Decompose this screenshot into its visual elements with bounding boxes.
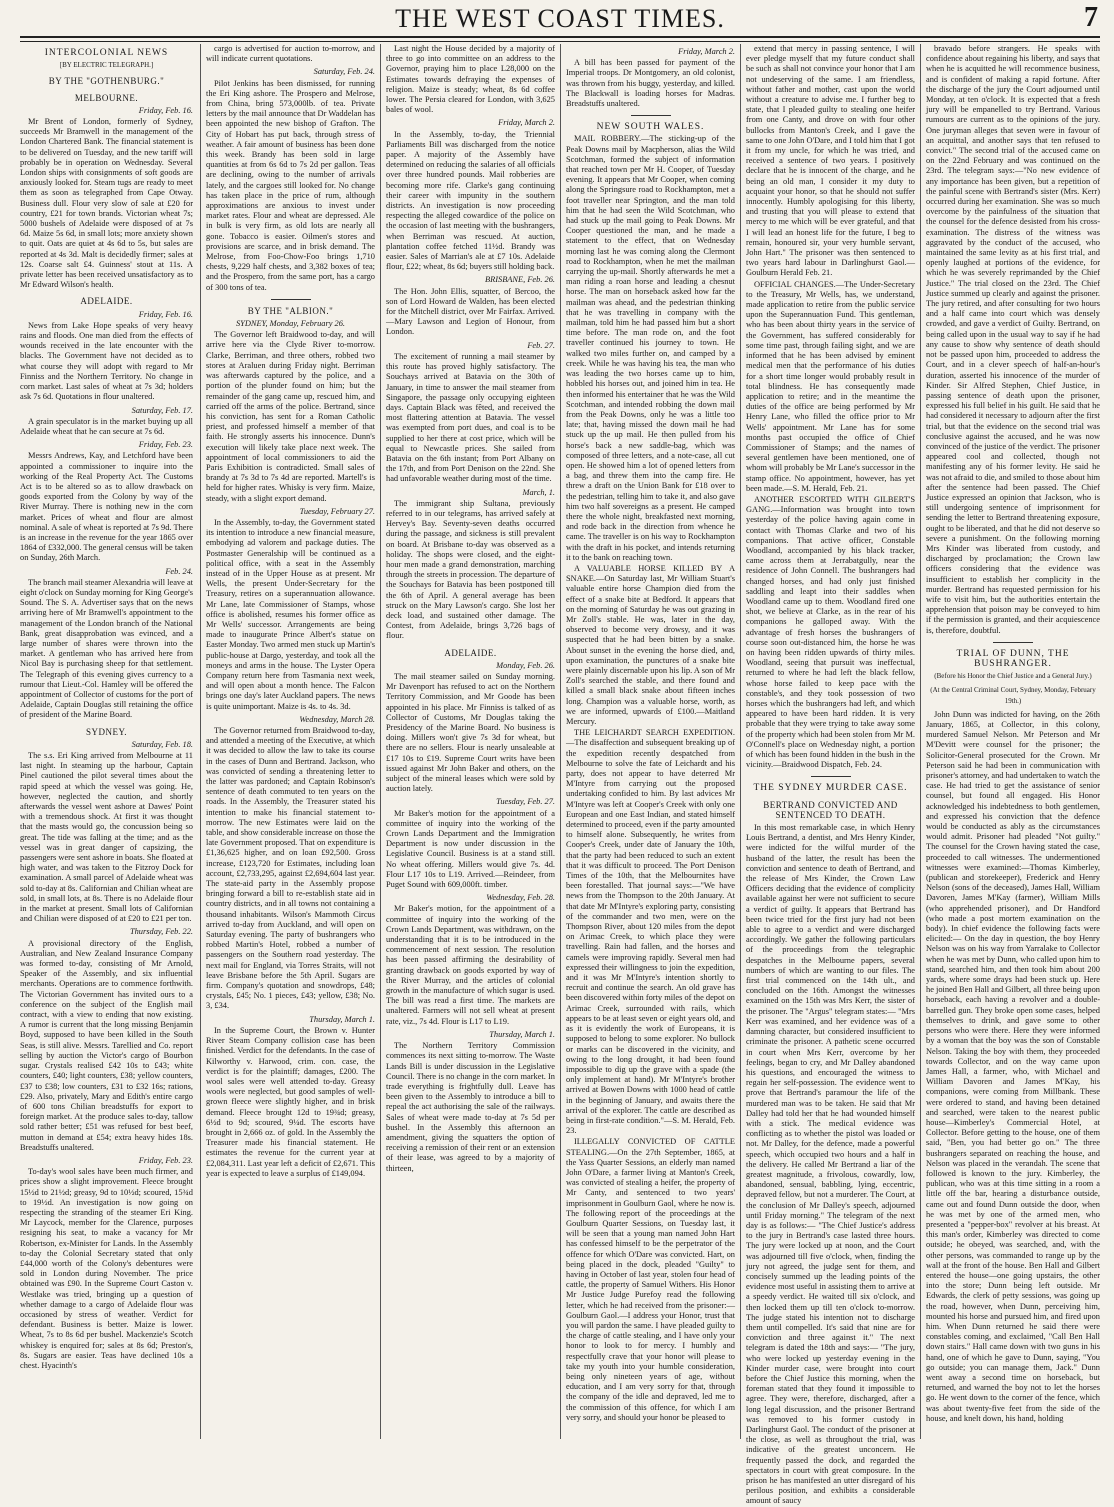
column-2 bbox=[200, 44, 380, 1439]
newspaper-title: THE WEST COAST TIMES. bbox=[395, 4, 725, 33]
article-text: Mr Baker's motion, for the appointment of a committee of inquiry into the working of the Crown Lands Department, was withdrawn, on the understanding that it is to be introduced in the commencement of next session. The resolution has been passed affirming the desirability of granting drawback on goods exported by way of the River Murray, and the articles of colonial growth in the manufacture of which sugar is used. The bill was read a first time. The markets are unaltered. Farmers will not sell wheat at present rate, viz., 7s 4d. Flour is L17 to L19. bbox=[386, 904, 555, 1026]
article-text: Messrs Andrews, Kay, and Letchford have been appointed a commissioner to inquire into the working of the Real Property Act. The Customs Act is to be altered so as to allow drawback on goods exported from the Colony by way of the River Murray. There is nothing new in the corn market. Prices of wheat and flour are almost nominal. A sale of wheat is reported at 7s 9d. There is an increase in the revenue for the year 1865 over 1864 of £332,000. The general census will be taken on Sunday, 26th March. bbox=[20, 451, 193, 563]
article-text: In the Assembly, to-day, the Triennial Parliaments Bill was discharged from the notice paper. A majority of the Assembly have determined on reducing the salaries of all officials over three hundred pounds. Mail robberies are becoming more rife. Clarke's gang continuing their career with impunity in the southern districts. An investigation is now proceeding respecting the alleged cowardice of the police on the occasion of last meeting with the bushrangers, when Berriman was rescued. At auction, plantation coffee fetched 11½d. Brandy was easier. Sales of Marrian's ale at £7 10s. Adelaide flour, £22; wheat, 8s 6d; buyers still holding back. bbox=[386, 129, 555, 272]
dateline: SYDNEY, Monday, February 26. bbox=[235, 319, 346, 329]
dateline: Friday, Feb. 23. bbox=[138, 1155, 193, 1165]
dateline: Wednesday, Feb. 28. bbox=[486, 893, 555, 903]
dateline: Thursday, March 1. bbox=[309, 1014, 375, 1024]
dateline: March, 1. bbox=[522, 487, 555, 497]
article-text: ILLEGALLY CONVICTED OF CATTLE STEALING.—On the 27th September, 1865, at the Yass Quarter Sessions, an elderly man named John O'Dare, a farmer living at Manton's Creek, was convicted of stealing a heifer, the property of Mr Canty, and sentenced to two years' imprisonment in Goulburn Gaol, where he now is. The following report of the proceedings at the Goulburn Quarter Sessions, on Tuesday last, it will be seen that a young man named John Hart has confessed himself to be the perpetrator of the offence for which O'Dare was convicted. Hart, on being placed in the dock, pleaded "Guilty" to having in October of last year, stolen four head of cattle, the property of Samuel Withers. His Honor Mr Justice Judge Purefoy read the following letter, which he had received from the prisoner:— Goulburn Gaol.—I address your Honor, trust that you will pardon the same. I have pleaded guilty to the charge of cattle stealing, and I have only your honor to look to for mercy. I humbly and respectfully crave that your honor will please to take my youth into your humble consideration, being only nineteen years of age, without education, and I am very sorry for that, through the company of the idle and depraved, led me to the commission of this offence, for which I am very sorry, and should your honor be pleased to bbox=[566, 1137, 735, 1422]
divider bbox=[993, 642, 1033, 643]
columns bbox=[20, 44, 1100, 1506]
article-text: MAIL ROBBERY.—The sticking-up of the Peak Downs mail by Macpherson, alias the Wild Scotchman, formed the subject of information that reached town per Mr H. Cooper, of Tuesday evening. It appears that Mr Cooper, when coming along the Springsure road to Rockhampton, met a foot traveller near Springton, and the man told him that he had seen the Wild Scotchman, who had stuck up the mail going to Peak Downs. Mr Cooper questioned the man, and he made a statement to the effect, that on Wednesday morning last he was coming along the Clermont road to Rockhampton, when he met the mailman carrying the up-mail. Shortly afterwards he met a man riding a roan horse and leading a chesnut horse. The man on horseback asked how far the mailman was ahead, and the pedestrian thinking that he was travelling in company with the mailman, told him he had passed him but a short time before. The man rode on, and the foot traveller continued his journey to town. He walked two miles further on, and camped by a creek. While he was having his tea, the man who was leading the two horses came up to him, hobbled his horses out, and joined him in tea. He then informed his entertainer that he was the Wild Scotchman, and intended robbing the down mail from the Peak Downs, only he was a little too late; that, having missed the down mail he had stuck up the up mail. He then pulled from his horse's back a new saddle-bag, which was composed of three letters, and a note-case, all cut open. He showed him a lot of opened letters from a bag, and threw them into the camp fire. He threw a draft on the Union Bank for £18 over to the pedestrian, telling him to take it, and also gave him two half sovereigns as a present. He camped there the whole night, breakfasted next morning, and rode back in the direction from whence he came. The traveller is on his way to Rockhampton with the draft in his pocket, and intends returning it to the bank on reaching town. bbox=[566, 134, 735, 562]
place-heading: ADELAIDE. bbox=[80, 296, 133, 307]
section-subheading: BERTRAND CONVICTED AND SENTENCED TO DEATH. bbox=[763, 799, 898, 820]
ship-heading: BY THE "ALBION." bbox=[247, 305, 334, 316]
dateline: Friday, March 2. bbox=[498, 118, 555, 128]
article-text: THE LEICHARDT SEARCH EXPEDITION.—The disaffection and subsequent breaking up of the expedition recently despatched from Melbourne to solve the fate of Leichardt and his party, does not appear to have deterred Mr M'Intyre from carrying out the proposed undertaking confided to him. By last advices Mr M'Intyre was left at Cooper's Creek with only one European and one East Indian, and stated himself determined to proceed, even if the party amounted to himself alone. Subsequently, he writes from Cooper's Creek, under date of January the 10th, that the party had been reduced to such an extent that it was difficult to proceed. The Port Denison Times of the 10th, that the Melbournites have been forestalled. That journal says:—"We have news from the Thompson to the 20th January. At that date Mr M'Intyre's exploring party, consisting of the commander and two men, were on the Thompson River, about 120 miles from the depot on Arimac Creek, to which place they were travelling. Rain had fallen, and the horses and camels were improving rapidly. Several men had expressed their willingness to join the expedition, and it was Mr M'Intyre's intention shortly to recruit and continue the search. An old grave has been discovered within forty miles of the depot on Arimac Creek, surrounded with rails, which appears to be at least seven or eight years old, and as it is evidently the work of Europeans, it is supposed to belong to some explorer. No bullock or marks can be discovered in the vicinity, and owing to the long drought, it had been found impossible to dig up the grave with a spade (the only implement at hand). Mr M'Intyre's brother arrived at Bowen Downs with 1000 head of cattle in the beginning of January, and awaits there the arrival of the explorer. The cattle are described as being in first-rate condition."—S. M. Herald, Feb. 23. bbox=[566, 728, 735, 1136]
article-text: A VALUABLE HORSE KILLED BY A SNAKE.—On Saturday last, Mr William Stuart's valuable entire horse Champion died from the effect of a snake bite at Bedford. It appears that on the morning of Saturday he was out grazing in Mr Zoll's stable. He was, later in the day, observed to become very drowsy, and it was suspected that he had been bitten by a snake. About sunset in the evening the horse died, and, upon examination, the punctures of a snake bite were plainly discernable upon his lip. A son of Mr Zoll's searched the stable, and there found and killed a small black snake about fifteen inches long. Champion was a valuable horse, worth, as we are informed, upwards of £100.—Maitland Mercury. bbox=[566, 563, 735, 726]
ship-heading: BY THE "GOTHENBURG." bbox=[48, 76, 165, 87]
article-text: Mr Brent of London, formerly of Sydney, succeeds Mr Bramwell in the management of the London Chartered Bank. The financial statement is to be delivered on Tuesday, and the new tariff will probably be in operation on Wednesday. Several London ships with consignments of soft goods are anxiously looked for. Steam tugs are ready to meet them as soon as telegraphed from Cape Otway. Business dull. Flour very slow of sale at £20 for country, £21 for town brands. Victorian wheat 7s; 5000 bushels of Adelaide were disposed of at 7s 6d. Maize 5s 6d, in small lots; more anxiety shown to quit. Oats are quiet at 4s 6d to 5s, but sales are reported at 4s 3d. Malt is decidedly firmer; sales at 12s. Coarse salt £4. Guinness' stout at 11s. A private letter has been received unsatisfactory as to Mr Edward Wilson's health. bbox=[20, 117, 193, 290]
article-text: John Dunn was indicted for having, on the 26th January, 1865, at Collector, in this colony, murdered Samuel Nelson. Mr Peterson and Mr M'Devitt were counsel for the prisoner; the Solicitor-General prosecuted for the Crown. Mr Peterson said he had been in communication with prisoner's attorney, and had undertaken to watch the case. He had tried to get the assistance of senior counsel, but found all engaged. His Honor acknowledged his indebtedness to both gentlemen, and expressed his conviction that the defence would be conducted as ably as the circumstances would admit. Prisoner had pleaded "Not guilty." The counsel for the Crown having stated the case, proceeded to call witnesses. The undermentioned witnesses were examined:—Thomas Kimberley, (publican and storekeeper), Frederick and Henry Nelson (sons of the deceased), James Hall, William Davoren, James M'Kay (farmer), William Mills (who apprehended prisoner), and Dr Handford (who made a post mortem examination on the body). In chief evidence the following facts were elicited:— On the day in question, the boy Henry Nelson was on his way from Yarralake to Collector when he was met by Dunn, who called upon him to stand, searched him, and then took him about 200 yards, where some drays had been stuck up. Here he joined Ben Hall and Gilbert, all three being upon horseback, each having a revolver and a double-barrelled gun. They broke open some cases, helped themselves to drink, and gave some to other persons who were there. Here they were informed by a woman that the boy was the son of Constable Nelson. Taking the boy with them, they proceeded towards Collector, and on the way came upon James Hall, a farmer, who, with Michael and William Davoren and James M'Kay, his companions, were coming from Millbank. These were ordered to stand, and having been detained and searched, were taken to the nearest public house—Kimberley's Commercial Hotel, at Collector. Before getting to the house, one of them said, "Ben, you had better go on." The three bushrangers separated on reaching the house, and Nelson was placed in the verandah. The scene that followed is known to the jury. Kimberley, the publican, who was at this time sitting in a room a little off the bar, hearing a disturbance outside, came out and found Dunn outside the door, when he was met by one of the armed men, who presented a "pepper-box" revolver at his breast. At this man's order, Kimberley was directed to come outside; he obeyed, was searched, and, with the other persons, was commanded to range up by the wall at the front of the house. Ben Hall and Gilbert entered the house—one going upstairs, the other into the store; Dunn being left outside. Mr Edwards, the clerk of petty sessions, was going up the road, however, when Dunn, perceiving him, mounted his horse and pursued him, and fired upon him. When Dunn returned he said there were constables coming, and exclaimed, "Call Ben Hall down stairs." Hall came down with two guns in his hand, one of which he gave to Dunn, saying, "You go outside; you can manage them, Jack." Dunn went away a second time on horseback, but returned, and warned the boy not to let the horses go. He went down to the corner of the fence, which was about twenty-five feet from the side of the house, and knelt down, his hand, holding bbox=[926, 709, 1100, 1423]
dateline: BRISBANE, Feb. 26. bbox=[484, 275, 555, 285]
article-text: A grain speculator is in the market buying up all Adelaide wheat that he can secure at 7s 6d. bbox=[20, 416, 193, 436]
section-heading: TRIAL OF DUNN, THE BUSHRANGER. bbox=[956, 648, 1070, 669]
dateline: Thursday, March 1. bbox=[489, 1029, 555, 1039]
place-heading: SYDNEY. bbox=[85, 726, 128, 737]
article-text: Mr Baker's motion for the appointment of a committee of inquiry into the working of the Crown Lands Department and the Immigration Department is now under discussion in the Legislative Council. Business is at a stand still. No wheat offering. Millers would give 7s. 4d. Flour L17 10s to L19. Arrived.—Reindeer, from Puget Sound with 609,000ft. timber. bbox=[386, 808, 555, 890]
page-number: 7 bbox=[1084, 2, 1098, 33]
place-heading: MELBOURNE. bbox=[74, 92, 139, 103]
dateline: Monday, Feb. 26. bbox=[496, 660, 555, 670]
column-1 bbox=[20, 44, 198, 1439]
dateline: Tuesday, Feb. 27. bbox=[496, 797, 555, 807]
article-text: Last night the House decided by a majority of three to go into committee on an address to the Governor, praying him to place L28,000 on the Estimates towards defraying the expenses of religion. Maize is steady; wheat, 8s 6d coffee lower. The Persia cleared for London, with 3,625 bales of wool. bbox=[386, 44, 555, 115]
dateline: Wednesday, March 28. bbox=[299, 714, 375, 724]
article-text: The Northern Territory Commission commences its next sitting to-morrow. The Waste Lands Bill is under discussion in the Legislative Council. There is no change in the corn market. In trade everything is frightfully dull. Leave has been given to the Assembly to introduce a bill to repeal the act authorising the sale of the railways. Sales of wheat were made to-day at 7s 5d per bushel. In the Assembly this afternoon an amendment, giving the squatters the option of receiving a remission of their rent or an extension of their lease, was agreed to by a majority of thirteen, bbox=[386, 1041, 555, 1173]
dateline: Friday, Feb. 16. bbox=[138, 105, 193, 115]
divider bbox=[631, 115, 671, 116]
divider bbox=[271, 299, 311, 300]
article-text: extend that mercy in passing sentence, I will ever pledge myself that my future conduct shall be such as shall not convince your honor that I am not undeserving of the same. I am friendless, without father and mother, cast upon the world without a creature to advise me. I further beg to state, that I pleaded guilty to stealing one heifer from one Canty, and drove on with four other bullocks from Manton's Creek, and I gave the same to one John O'Dare, and I told him that I got it from my uncle, for which he was tried, and received a sentence of two years. I positively declare that he is innocent of the charge, and he being an old man, I consider it my duty to acquaint your honor, so that he should not suffer innocently. Humbly apologising for this liberty, and trusting that you will please to extend that mercy to me which will be ever grateful, and that I will lead an honest life for the future, I beg to remain, honoured sir, your very humble servant, John Hart." The prisoner was then sentenced to two years hard labour in Darlinghurst Gaol.—Goulburn Herald Feb. 21. bbox=[746, 44, 915, 278]
court-note: (At the Central Criminal Court, Sydney, Monday, February 19th.) bbox=[930, 686, 1096, 705]
column-3 bbox=[380, 44, 560, 1439]
dateline: Friday, Feb. 23. bbox=[138, 440, 193, 450]
section-heading: NEW SOUTH WALES. bbox=[596, 122, 705, 133]
dateline: Saturday, Feb. 17. bbox=[131, 405, 193, 415]
masthead bbox=[20, 2, 1100, 38]
article-text: The immigrant ship Sultana, previously referred to in our telegrams, has arrived safely at Hervey's Bay. Seventy-seven deaths occurred during the passage, and sickness is still prevalent on board. At Brisbane to-day was observed as a holiday. The shops were closed, and the eight-hour men made a grand demonstration, marching through the streets in procession. The departure of the Souchays for Batavia has been postponed till the 6th of April. A general average has been struck on the Mary Lawson's cargo. She lost her deck load, and sustained other damage. The Contest, from Adelaide, brings 3,726 bags of flour. bbox=[386, 498, 555, 641]
article-text: In the Assembly, to-day, the Government stated its intention to introduce a new financial measure, embodying ad valorem and package duties. The Postmaster Generalship will be continued as a political office, with a seat in the Assembly instead of in the Upper House as at present. Mr Wells, the present Under-Secretary for the Treasury, retires on a superannuation allowance. Mr Lane, late Commissioner of Stamps, whose office is abolished, resumes his former office as Mr Wells' successor. Arrangements are being made to inaugurate Prince Albert's statue on Easter Monday. Two armed men stuck up Martin's public-house at Dargo, yesterday, and took all the moneys and arms in the house. The Lyster Opera Company return here from Tasmania next week, and will open about a month hence. The Falcon brings one day's later Auckland papers. The news is quite unimportant. Maize is 4s. to 4s. 3d. bbox=[206, 517, 375, 711]
article-text: Pilot Jenkins has been dismissed, for running the Eri King ashore. The Prospero and Melrose, from China, bring 573,000lb. of tea. Private letters by the mail announce that Dr Waddelan has been appointed the new bishop of Grafton. The City of Hobart has put back, through stress of weather. A fair amount of business has been done this week. Brandy has been sold in large quantities at from 6s 6d to 7s 2d per gallon. Teas are declining, owing to the number of arrivals lately, and the cargoes still looked for. No change has taken place in the price of rum, although approximations are anxious to invest under market rates. Flour and wheat are depressed. Ale in bulk is very firm, as old lots are nearly all gone. Tobacco is easier. Oilmen's stores and provisions are scarce, and in brisk demand. The Melrose, from Foo-Chow-Foo brings 1,710 chests, 9,229 half chests, and 3,382 boxes of tea; and the Prospero, from the same port, has a cargo of 300 tons of tea. bbox=[206, 78, 375, 292]
column-5 bbox=[740, 44, 920, 1506]
dateline: Tuesday, February 27. bbox=[299, 506, 375, 516]
divider bbox=[811, 776, 851, 777]
article-text: The s.s. Eri King arrived from Melbourne at 11 last night. In steaming up the harbour, Captain Pinel cautioned the pilot several times about the rapid speed at which the vessel was going. He, however, neglected the caution, and shortly afterwards the vessel went ashore at Dawes' Point with a tremendous shock. At first it was thought that the masts would go, the concussion being so great. The tide was falling at the time; and as the vessel was in great danger of capsizing, the passengers were sent ashore in boats. She floated at high water, and was taken to the Fitzroy Dock for examination. A small parcel of Adelaide wheat was sold to-day at 8s. Californian and Chilian wheat are sold, in small lots, at 8s. There is no Adelaide flour in the market at present. Small lots of Californian and Chilian were disposed of at £20 to £21 per ton. bbox=[20, 751, 193, 924]
article-text: To-day's wool sales have been much firmer, and prices show a slight improvement. Fleece brought 15½d to 21½d; greasy, 9d to 10½d; scoured, 15¾d to 19½d. An investigation is now going on respecting the stranding of the steamer Eri King. Mr Laycock, member for the Clarence, purposes resigning his seat, to make a vacancy for Mr Robertson, ex-Minister for Lands. In the Assembly to-day the Colonial Secretary stated that only £44,000 worth of the Colony's debentures were sold in London during November. The price obtained was £90. In the Supreme Court Caston v. Westlake was tried, bringing up a question of whether damage to a cargo of Adelaide flour was occasioned by stress of weather. Verdict for defendant. Business is better. Maize is lower. Wheat, 7s to 8s 6d per bushel. Mackenzie's Scotch whiskey is enquired for; sales at 8s 6d; Preston's, 8s. Sugars are easier. Teas have declined 10s a chest. Hyacinth's bbox=[20, 1167, 193, 1370]
place-heading: ADELAIDE. bbox=[444, 647, 497, 658]
column-4 bbox=[560, 44, 740, 1439]
article-text: The mail steamer sailed on Sunday morning. Mr Davenport has refused to act on the Northern Territory Commission, and Mr Goode has been appointed in his place. Mr Finniss is talked of as Collector of Customs, Mr Douglas taking the Presidency of the Marine Board. No business is doing. Millers won't give 7s 3d for wheat, but there are no sellers. Flour is nearly unsaleable at £17 10s to £19. Supreme Court writs have been issued against Mr John Baker and others, on the subject of the mineral leases which were sold by auction lately. bbox=[386, 671, 555, 794]
article-text: In the Supreme Court, the Brown v. Hunter River Steam Company collision case has been finished. Verdict for the defendants. In the case of Kilworthy v. Harwood, crim. con. case, the verdict is for the plaintiff; damages, £200. The wool sales were well attended to-day. Greasy wools were neglected, but good samples of well-grown fleece were slightly higher, and in brisk demand. Fleece brought 12d to 19¾d; greasy, 6½d to 9d; scoured, 9¼d. The escorts have brought in 2,666 oz. of gold. In the Assembly the Treasurer made his financial statement. He estimates the revenue for the current year at £2,084,311. Last year left a deficit of £2,671. This year is expected to leave a surplus of £149,094. bbox=[206, 1025, 375, 1178]
section-heading: THE SYDNEY MURDER CASE. bbox=[753, 783, 908, 794]
court-note: (Before his Honor the Chief Justice and a General Jury.) bbox=[934, 672, 1092, 681]
dateline: Saturday, Feb. 18. bbox=[131, 739, 193, 749]
article-text: A provisional directory of the English, Australian, and New Zealand Insurance Company was formed to-day, consisting of Mr Arnold, Speaker of the Assembly, and six influential merchants. Operations are to commence forthwith. The Victorian Government has invited ours to a conference on the subject of the English mail contract, with a view to ending that now existing. A rumor is current that the long missing Benjamin Boyd, supposed to have been killed in the South Seas, is still alive. Messrs. Tarellied and Co. report selling by auction the Victor's cargo of Bourbon sugar. Crystals realised £42 10s to £43; white counters, £40; light counters, £38; yellow counters, £37 to £38; low counters, £31 to £32 16s; rations, £29. Also, privately, Mary and Edith's entire cargo of 600 tons Chilian breadstuffs for export to foreign market. At the produce sales to-day, tallow sold rather better; £51 was refused for best beef, mutton in demand at £54; extra heavy hides 18s. Breadstuffs unaltered. bbox=[20, 938, 193, 1152]
article-text: The excitement of running a mail steamer by this route has proved highly satisfactory. The Souchays arrived at Batavia on the 30th of January, in time to answer the mail steamer from Singapore, the passage only occupying eighteen days. Captain Black was fêted, and received the most flattering attention at Batavia. The vessel was exempted from port dues, and coal is to be supplied to her there at cost price, which will be equal to Newcastle prices. She sailed from Batavia on the 6th instant; from Port Albany on the 17th, and from Port Denison on the 22nd. She had unfavorable weather during most of the time. bbox=[386, 351, 555, 484]
article-text: OFFICIAL CHANGES.—The Under-Secretary to the Treasury, Mr Wells, has, we understand, made application to retire from the public service upon the Superannuation Fund. This gentleman, who has been about thirty years in the service of the Government, has suffered considerably for some time past, through failing sight, and we are informed that he has been advised by eminent medical men that the performance of his duties for a short time longer would probably result in total blindness. He has consequently made application to retire; and in the meantime the duties of the office are being performed by Mr Henry Lane, who filled the office prior to Mr Wells' appointment. Mr Lane has for some months past occupied the office of Chief Commissioner of Stamps; and the names of several gentlemen have been mentioned, one of whom will probably be Mr Lane's successor in the stamp office. No appointment, however, has yet been made.—S. M. Herald, Feb. 21. bbox=[746, 279, 915, 493]
article-text: The Hon. John Ellis, squatter, of Bercoo, the son of Lord Howard de Walden, has been elected for the Mitchell district, over Mr Fairfax. Arrived.—Mary Lawson and Legion of Honour, from London. bbox=[386, 286, 555, 337]
article-text: The Governor left Braidwood to-day, and will arrive here via the Clyde River to-morrow. Clarke, Berriman, and three others, robbed two stores at Araluen during Friday night. Berriman was afterwards captured by the police, and a portion of the plunder found on him; but the remainder of the gang came up, rescued him, and carried off the arms of the police. Bertrand, since his conviction, has sent for a Roman Catholic priest, and professed himself a member of that faith. He strongly asserts his innocence. Dunn's execution will likely take place next week. The appointment of local commissioners to aid the Paris Exhibition is contradicted. Small sales of brandy at 7s 3d to 7s 4d are reported. Martell's is held for higher rates. Whisky is very firm. Maize, steady, with a slight export demand. bbox=[206, 330, 375, 503]
article-text: In this most remarkable case, in which Henry Louis Bertrand, a dentist, and Mrs Henry Kinder, were indicted for the wilful murder of the husband of the latter, the result has been the conviction and sentence to death of Bertrand, and the release of Mrs Kinder, the Crown Law Officers deciding that the evidence of complicity available against her were not sufficient to secure a verdict of guilty. It appears that Bertrand has been twice tried for the first jury had not been able to agree to a verdict and were discharged accordingly. We gather the following particulars of the proceedings from the telegraphic despatches in the Melbourne papers, several numbers of which are wanting to our files. The first trial commenced on the 14th ult., and concluded on the 16th. Amongst the witnesses examined on the 15th was Mrs Kerr, the sister of the prisoner. The "Argus" telegram states:— "Mrs Kerr was examined, and her evidence was of a damning character, but considered insufficient to criminate the prisoner. A pathetic scene occurred in court when Mrs Kerr, overcome by her feelings, began to cry, and Mr Dalley abandoned his questions, and encouraged the witness to regain her self-possession. The evidence went to prove that Bertrand's paramour the life of the murdered man was to be taken. He said that Mr Dalley had told her that he had wounded himself with a stick. The medical evidence was conflicting as to whether the pistol was loaded or not. Mr Dalley, for the defence, made a powerful speech, which occupied two hours and a half in the delivery. He called Mr Bertrand a liar of the greatest magnitude, a frivolous, cowardly, low, abandoned, sensual, babbling, lying, eccentric, depraved fellow, but not a murderer. The Court, at the conclusion of Mr Dalley's speech, adjourned until Friday morning." The telegram of the next day is as follows:— "The Chief Justice's address to the jury in Bertrand's case lasted three hours. The jury were locked up at noon, and the Court was adjourned till five o'clock, when, finding the jury not agreed, the judge sent for them, and concisely summed up the leading points of the evidence most useful in assisting them to arrive at a speedy verdict. He waited till six o'clock, and then locked them up till ten o'clock to-morrow. The judge stated his intention not to discharge them until compelled. It's said that nine are for conviction and three against it." The next telegram is dated the 18th and says:— "The jury, who were locked up yesterday evening in the Kinder murder case, were brought into court before the Chief Justice this morning, when the foreman stated that they found it impossible to agree. They were, therefore, discharged, after a long legal discussion, and the prisoner Bertrand was removed to his former custody in Darlinghurst Gaol. The conduct of the prisoner at the close, as well as throughout the trial, was indicative of the greatest unconcern. He frequently passed the dock, and regarded the spectators in court with great composure. In the prison he has manifested an utter disregard of his perilous position, and exhibits a considerable amount of saucy bbox=[746, 823, 915, 1506]
dateline: Friday, Feb. 16. bbox=[138, 309, 193, 319]
article-text: News from Lake Hope speaks of very heavy rains and floods. One man died from the effects of wounds received in the late encounter with the blacks. The Government have not decided as to what course they will adopt with regard to Mr Finniss and the Northern Territory. No change in corn market. Last sales of wheat at 7s 3d; holders ask 7s 6d. Quotations in flour unaltered. bbox=[20, 320, 193, 402]
column-6 bbox=[920, 44, 1100, 1439]
article-text: cargo is advertised for auction to-morrow, and will indicate current quotations. bbox=[206, 44, 375, 64]
article-text: A bill has been passed for payment of the Imperial troops. Dr Montgomery, an old colonist, was thrown from his buggy, yesterday, and killed. The Blackwall is loading horses for Madras. Breadstuffs unaltered. bbox=[566, 58, 735, 109]
article-text: ANOTHER ESCORTED WITH GILBERT'S GANG.—Information was brought into town yesterday of the police having again come in contact with Thomas Clarke and two of his companions. That active officer, Constable Woodland, accompanied by his black tracker, came across them at Jerrabatgully, near the residence of John Connell. The bushrangers had changed horses, and had only just finished saddling and leapt into their saddles when Woodland came up to them. Woodland fired one shot, we believe at Clarke, as in the rear of his companions he galloped away. With the advantage of fresh horses the bushrangers of course soon out-distanced him, the horse he was on having been ridden upwards of thirty miles. Woodland, seeing that pursuit was ineffectual, returned to where he had left the black fellow, whose horse failed to keep pace with the constable's, and they took possession of two horses which the bushrangers had left, and which appeared to have been hard ridden. It is very probable that they were trying to take away some of the property which had been stolen from Mr M. O'Connell's place on Wednesday night, a portion of which has been found hidden in the bush in the vicinity.—Braidwood Dispatch, Feb. 24. bbox=[746, 494, 915, 770]
dateline: Thursday, Feb. 22. bbox=[129, 927, 193, 937]
dateline: Saturday, Feb. 24. bbox=[313, 67, 375, 77]
dateline: Friday, March 2. bbox=[678, 47, 735, 56]
section-subheading: [BY ELECTRIC TELEGRAPH.] bbox=[59, 61, 154, 70]
masthead-rule bbox=[20, 41, 1100, 42]
article-text: bravado before strangers. He speaks with confidence about regaining his liberty, and says that when he is acquitted he will recommence business, and is confident of making a rapid fortune. After the discharge of the jury the Court adjourned until Monday, at ten o'clock. It is expected that a fresh jury will be empanelled to try Bertrand. Various rumours are current as to the opinions of the jury. One juryman alleges that seven were in favour of an acquittal, and another says that ten refused to convict." The second trial of the accused came on on the 22nd February and was continued on the 23rd. The telegram says:—"No new evidence of any importance has been given, but a repetition of the painful scene with Bertrand's sister (Mrs. Kerr) occurred during her examination. She was so much overcome by the painfulness of the situation that the counsel for the defence desisted from his cross-examination. The distress of the witness was aggravated by the conduct of the accused, who maintained the same levity as at his first trial, and openly laughed at portions of the evidence, for which he was severely reprimanded by the Chief Justice." The trial closed on the 23rd. The Chief Justice summed up clearly and against the prisoner. The jury retired, and after consulting for two hours and a half came into court which was densely crowded, and gave a verdict of Guilty. Bertrand, on being called upon in the usual way to say if he had any cause to show why sentence of death should not be passed upon him, proceeded to address the Court, and in a clever speech of half-an-hour's duration, asserted his innocence of the murder of Kinder. Sir Alfred Stephen, Chief Justice, in passing sentence of death upon the prisoner, expressed his full belief in his guilt. He said that he had considered it necessary to adjourn after the first trial, but that the evidence on the second trial was conclusive against the accused, and he was now convinced of the justice of the verdict. The prisoner appeared cool and collected, though not manifesting any of his former levity. He said he was not afraid to die, and smiled to those about him after the sentence had been passed. The Chief Justice expressed an opinion that Jackson, who is still undergoing sentence of imprisonment for sending the letter to Bertrand threatening exposure, ought to be liberated, and that he did not deserve so severe a punishment. On the following morning Mrs Kinder was liberated from custody, and discharged by proclamation; the Crown law officers considering that the evidence was insufficient to establish her complicity in the murder. Bertrand has requested permission for his wife to visit him, but the authorities entertain the apprehension that poison may be conveyed to him if the permission is granted, and their acquiescence is, therefore, doubtful. bbox=[926, 44, 1100, 635]
article-text: The Governor returned from Braidwood to-day, and attended a meeting of the Executive, at which it was decided to allow the law to take its course in the cases of Dunn and Bertrand. Jackson, who was convicted of sending a threatening letter to the latter was pardoned; and Captain Robinson's sentence of death commuted to ten years on the roads. In the Assembly, the Treasurer stated his intention to make his financial statement to-morrow. The new Estimates were laid on the table, and show considerable increase on those the late Government proposed. That on expenditure is £1,36,625 higher, and on loan £92,500. Gross increase, £123,720 for Estimates, including loan account, £2,733,295, against £2,694,604 last year. The state-aid party in the Assembly propose bringing forward a bill to re-establish state aid in country districts, and in all towns not containing a thousand inhabitants. Wilson's Mammoth Circus arrived to-day from Auckland, and will open on Saturday evening. The party of bushrangers who robbed Martin's Hotel, robbed a number of passengers on the Southern road yesterday. The next mail for England, via Torres Straits, will not leave Brisbane before the 5th April. Sugars are firm. Company's quotation and snowdrops, £48; crystals, £45; No. 1 pieces, £43; yellow, £38; No. 3, £34. bbox=[206, 726, 375, 1011]
dateline: Feb. 24. bbox=[165, 566, 193, 576]
dateline: Feb. 27. bbox=[527, 340, 555, 350]
section-heading: INTERCOLONIAL NEWS bbox=[44, 48, 169, 58]
article-text: The branch mail steamer Alexandria will leave at eight o'clock on Sunday morning for King George's Sound. The S. A. Advertiser says that on the news arriving here of Mr Bramwell's appointment to the management of the London branch of the National Bank, great disapprobation was evinced, and a large number of shares were thrown into the market. A gentleman who has arrived here from Nicol Bay is purchasing sheep for that settlement. The Telegraph of this evening gives currency to a rumour that Lieut.-Col. Hamley will be offered the appointment of Collector of customs for the port of Adelaide, Captain Douglas still retaining the office of president of the Marine Board. bbox=[20, 577, 193, 720]
